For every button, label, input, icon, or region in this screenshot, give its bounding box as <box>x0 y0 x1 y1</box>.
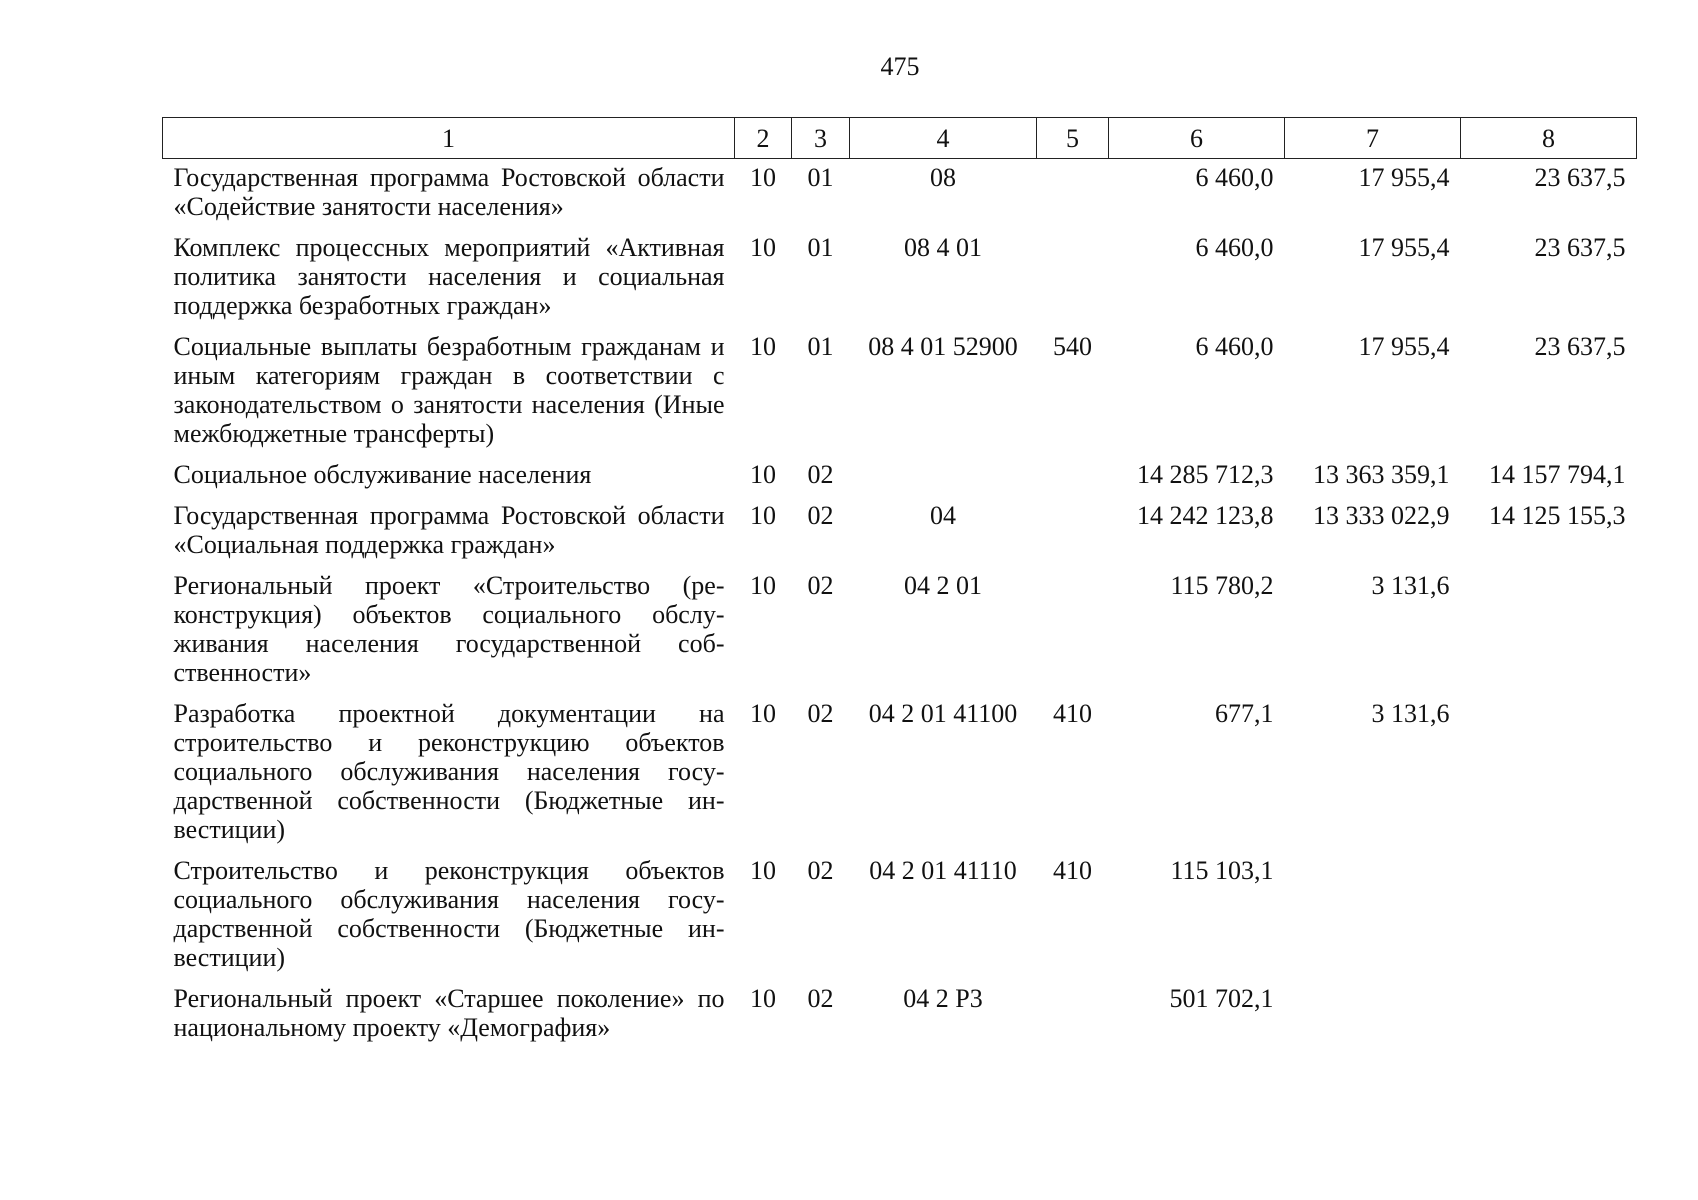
row-target-article: 04 2 01 <box>904 571 982 600</box>
row-subsection: 01 <box>807 233 834 262</box>
row-section: 10 <box>750 460 776 489</box>
row-amount-2: 13 333 022,9 <box>1313 501 1450 530</box>
row-amount-1: 677,1 <box>1215 699 1274 728</box>
row-section: 10 <box>750 501 776 530</box>
table-row <box>163 227 1637 326</box>
row-section: 10 <box>750 163 776 192</box>
row-expense-type <box>1037 159 1109 228</box>
row-target-article: 08 <box>930 163 956 192</box>
row-expense-type <box>1037 978 1109 1048</box>
row-amount-3 <box>1461 693 1637 850</box>
header-col-5: 5 <box>1037 118 1109 159</box>
table-row <box>163 159 1637 228</box>
row-amount-3: 23 637,5 <box>1534 163 1626 192</box>
row-subsection: 02 <box>807 501 834 530</box>
row-target-article: 08 4 01 52900 <box>868 332 1018 361</box>
row-expense-type <box>1037 227 1109 326</box>
row-amount-2: 17 955,4 <box>1358 332 1450 361</box>
row-subsection: 01 <box>807 163 834 192</box>
row-expense-type <box>1037 495 1109 565</box>
table-row <box>163 978 1637 1048</box>
row-name: Социальное обслуживание населения <box>173 460 592 489</box>
table-row <box>163 495 1637 565</box>
row-expense-type: 410 <box>1053 856 1092 885</box>
header-col-4: 4 <box>850 118 1037 159</box>
row-target-article: 04 2 Р3 <box>903 984 983 1013</box>
row-name: Социальные выплаты безработным гражданам и иным категориям граждан в соответствии с законодательством о занятости населения (Иные межбюджетные трансферты) <box>173 332 725 448</box>
row-name: Региональный проект «Старшее поколение» по национальному проекту «Демография» <box>173 984 725 1042</box>
row-expense-type: 410 <box>1053 699 1092 728</box>
row-amount-3: 23 637,5 <box>1534 332 1626 361</box>
row-name: Строительство и реконструкция объектов социального обслуживания населения государственной собственности (Бюджетные инвестиции) <box>173 856 725 972</box>
header-col-7: 7 <box>1285 118 1461 159</box>
row-expense-type <box>1037 454 1109 495</box>
row-amount-3: 14 125 155,3 <box>1489 501 1626 530</box>
row-name: Региональный проект «Строительство (реконструкция) объектов социального обслуживания населения государственной собственности» <box>173 571 725 687</box>
row-amount-3 <box>1461 565 1637 693</box>
row-subsection: 02 <box>807 984 834 1013</box>
header-col-8: 8 <box>1461 118 1637 159</box>
row-amount-3: 23 637,5 <box>1534 233 1626 262</box>
row-section: 10 <box>750 571 776 600</box>
row-name: Комплекс процессных мероприятий «Активная политика занятости населения и социальная поддержка безработных граждан» <box>173 233 725 320</box>
row-amount-1: 115 103,1 <box>1170 856 1274 885</box>
row-amount-2 <box>1285 850 1461 978</box>
row-name: Разработка проектной документации на строительство и реконструкцию объектов социального обслуживания населения государственной собственности (Бюджетные инвестиции) <box>173 699 725 844</box>
row-subsection: 02 <box>807 699 834 728</box>
row-amount-2: 17 955,4 <box>1358 163 1450 192</box>
header-col-1: 1 <box>163 118 735 159</box>
row-section: 10 <box>750 699 776 728</box>
row-target-article: 08 4 01 <box>904 233 982 262</box>
row-section: 10 <box>750 984 776 1013</box>
row-name: Государственная программа Ростовской области «Социальная поддержка граждан» <box>173 501 725 559</box>
row-amount-2 <box>1285 978 1461 1048</box>
table-row <box>163 850 1637 978</box>
row-amount-1: 6 460,0 <box>1195 233 1274 262</box>
row-amount-1: 6 460,0 <box>1195 332 1274 361</box>
budget-table <box>162 117 1637 1048</box>
row-section: 10 <box>750 233 776 262</box>
row-expense-type: 540 <box>1053 332 1092 361</box>
row-amount-2: 3 131,6 <box>1371 571 1450 600</box>
row-subsection: 01 <box>807 332 834 361</box>
row-amount-1: 6 460,0 <box>1195 163 1274 192</box>
row-subsection: 02 <box>807 571 834 600</box>
header-col-6: 6 <box>1109 118 1285 159</box>
row-amount-1: 115 780,2 <box>1170 571 1274 600</box>
row-amount-1: 14 242 123,8 <box>1137 501 1274 530</box>
row-amount-3: 14 157 794,1 <box>1489 460 1626 489</box>
row-amount-2: 13 363 359,1 <box>1313 460 1450 489</box>
row-subsection: 02 <box>807 460 834 489</box>
header-col-2: 2 <box>735 118 792 159</box>
row-subsection: 02 <box>807 856 834 885</box>
row-amount-3 <box>1461 850 1637 978</box>
row-amount-2: 17 955,4 <box>1358 233 1450 262</box>
table-body <box>163 159 1637 1049</box>
row-expense-type <box>1037 565 1109 693</box>
table-row <box>163 565 1637 693</box>
row-amount-3 <box>1461 978 1637 1048</box>
table-header <box>163 118 1637 159</box>
row-section: 10 <box>750 856 776 885</box>
table-row <box>163 454 1637 495</box>
header-col-3: 3 <box>792 118 850 159</box>
table-row <box>163 693 1637 850</box>
row-amount-2: 3 131,6 <box>1371 699 1450 728</box>
row-target-article: 04 2 01 41100 <box>868 699 1018 728</box>
row-section: 10 <box>750 332 776 361</box>
row-amount-1: 501 702,1 <box>1169 984 1274 1013</box>
row-name: Государственная программа Ростовской области «Содействие занятости населения» <box>173 163 725 221</box>
row-target-article: 04 2 01 41110 <box>869 856 1017 885</box>
page-number: 475 <box>880 52 920 81</box>
header-row <box>163 118 1637 159</box>
row-target-article <box>850 454 1037 495</box>
row-amount-1: 14 285 712,3 <box>1137 460 1274 489</box>
row-target-article: 04 <box>930 501 956 530</box>
table-row <box>163 326 1637 454</box>
